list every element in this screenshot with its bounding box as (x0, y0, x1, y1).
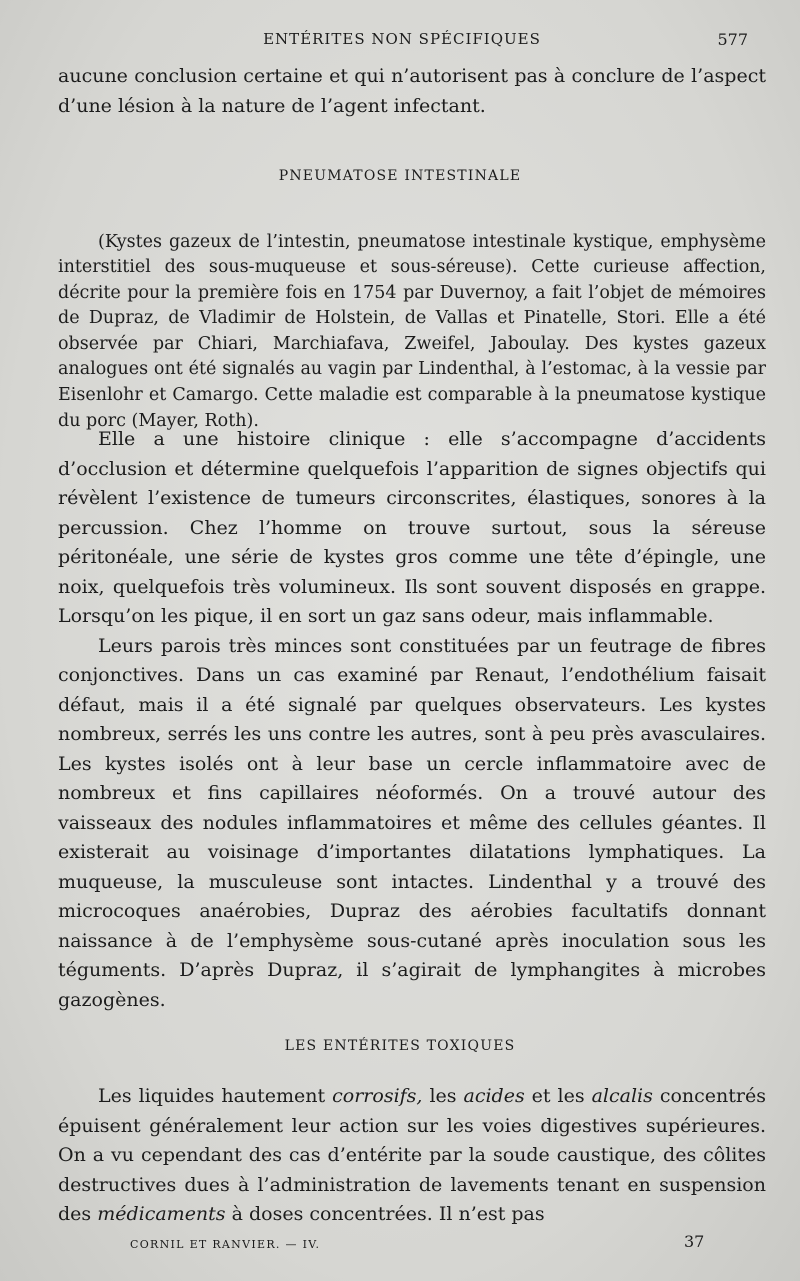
toxiques-text-d: concentrés épuisent généralement leur action sur les voies digestives supérieures. On a vu cependant des cas d’entérite par la soude caustique, des côlites destructives dues à l’administration de lavements tenant en suspension des (58, 1085, 766, 1225)
toxiques-text-c: et les (524, 1085, 592, 1107)
intro-paragraph (58, 62, 766, 121)
intro-text: aucune conclusion certaine et qui n’autorisent pas à conclure de l’aspect d’une lésion à la nature de l’agent infectant. (58, 65, 766, 117)
term-corrosifs: corrosifs, (332, 1085, 423, 1107)
running-title: ENTÉRITES NON SPÉCIFIQUES (263, 30, 541, 48)
toxiques-text-a: Les liquides hautement (98, 1085, 333, 1107)
toxiques-text-b: les (422, 1085, 464, 1107)
toxiques-paragraph-1 (58, 1082, 766, 1230)
pneumatose-summary-text: (Kystes gazeux de l’intestin, pneumatose intestinale kystique, emphysème interstitiel des sous-muqueuse et sous-séreuse). Cette curieuse affection, décrite pour la première fois en 1754 par Duvernoy, a fait l’objet de mémoires de Dupraz, de Vladimir de Holstein, de Vallas et Pinatelle, Stori. Elle a été observée par Chiari, Marchiafava, Zweifel, Jaboulay. Des kystes gazeux analogues ont été signalés au vagin par Lindenthal, à l’estomac, à la vessie par Eisenlohr et Camargo. Cette maladie est comparable à la pneumatose kystique du porc (Mayer, Roth). (58, 231, 766, 431)
term-alcalis: alcalis (591, 1085, 653, 1107)
pneumatose-body (58, 425, 766, 1015)
toxiques-body (58, 1082, 766, 1230)
toxiques-text-e: à doses concentrées. Il n’est pas (225, 1203, 545, 1225)
sheet-number: 37 (684, 1232, 705, 1251)
pneumatose-paragraph-2: Leurs parois très minces sont constituées par un feutrage de fibres conjonctives. Dans un cas examiné par Renaut, l’endothélium faisait défaut, mais il a été signalé par quelques observateurs. Les kystes nombreux, serrés les uns contre les autres, sont à peu près avasculaires. Les kystes isolés ont à leur base un cercle inflammatoire avec de nombreux et fins capillaires néoformés. On a trouvé autour des vaisseaux des nodules inflammatoires et même des cellules géantes. Il existerait au voisinage d’importantes dilatations lymphatiques. La muqueuse, la musculeuse sont intactes. Lindenthal y a trouvé des microcoques anaérobies, Dupraz des aérobies facultatifs donnant naissance à de l’emphysème sous-cutané après inoculation sous les téguments. D’après Dupraz, il s’agirait de lymphangites à microbes gazogènes. (58, 634, 766, 1011)
printer-signature: CORNIL ET RANVIER. — IV. (130, 1238, 321, 1251)
pneumatose-summary (58, 212, 766, 452)
term-acides: acides (463, 1085, 525, 1107)
section-heading-toxiques: LES ENTÉRITES TOXIQUES (284, 1038, 516, 1054)
running-head (56, 30, 748, 54)
section-heading-pneumatose: PNEUMATOSE INTESTINALE (278, 168, 522, 184)
page-number: 577 (717, 30, 748, 49)
term-medicaments: médicaments (97, 1203, 226, 1225)
pneumatose-paragraph-1: Elle a une histoire clinique : elle s’accompagne d’accidents d’occlusion et détermine quelquefois l’apparition de signes objectifs qui révèlent l’existence de tumeurs circonscrites, élastiques, sonores à la percussion. Chez l’homme on trouve surtout, sous la séreuse péritonéale, une série de kystes gros comme une tête d’épingle, une noix, quelquefois très volumineux. Ils sont souvent disposés en grappe. Lorsqu’on les pique, il en sort un gaz sans odeur, mais inflammable. (58, 428, 766, 627)
